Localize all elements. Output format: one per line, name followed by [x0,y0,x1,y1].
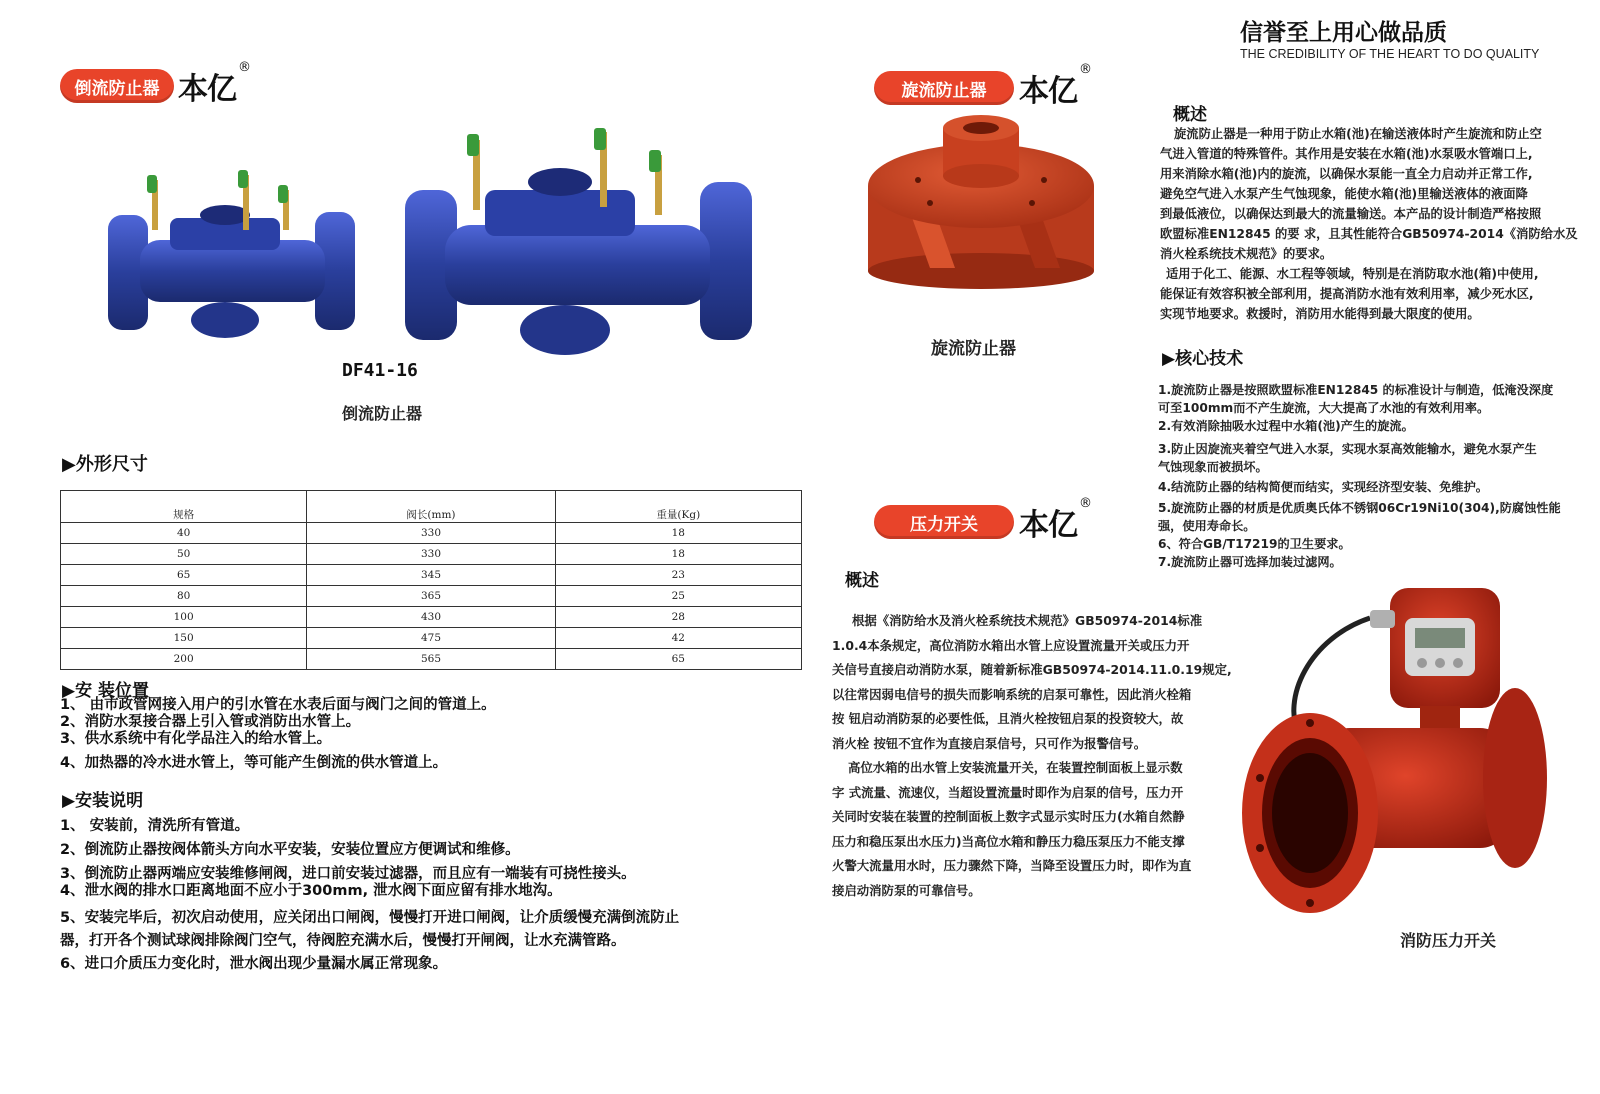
text-line: 到最低液位，以确保达到最大的流量输送。本产品的设计制造严格按照 [1160,207,1542,221]
list-item: 5.旋流防止器的材质是优质奥氏体不锈钢06Cr19Ni10(304),防腐蚀性能 [1158,501,1561,515]
list-item: 5、安装完毕后，初次启动使用，应关闭出口闸阀，慢慢打开进口闸阀，让介质缓慢充满倒流防止 [60,910,680,926]
cell: 65 [61,565,307,586]
text-line: 消火栓 按钮不宜作为直接启泵信号，只可作为报警信号。 [832,735,1147,751]
cell: 80 [61,586,307,607]
cell: 23 [555,565,801,586]
table-header-row [61,491,802,523]
text-line: 用来消除水箱(池)内的旋流，以确保水泵能一直全力启动并正常工作, [1160,167,1533,181]
text-line: 气进入管道的特殊管件。其作用是安装在水箱(池)水泵吸水管端口上, [1160,147,1533,161]
install-notes-heading: ▶安装说明 [62,791,144,811]
list-item: 3、供水系统中有化学品注入的给水管上。 [60,731,332,747]
cell: 50 [61,544,307,565]
list-item: 1、 安装前，清洗所有管道。 [60,818,250,834]
registered-mark: ® [238,60,250,75]
table-row [61,523,802,544]
list-item: 1.旋流防止器是按照欧盟标准EN12845 的标准设计与制造，低淹没深度 [1158,383,1554,397]
table-row [61,565,802,586]
text-line: 避免空气进入水泵产生气蚀现象，能使水箱(池)里输送液体的液面降 [1160,187,1528,201]
cell: 18 [555,544,801,565]
cell: 565 [307,649,555,670]
pressure-switch-pill: 压力开关 [874,505,1014,539]
list-item: 3、倒流防止器两端应安装维修闸阀，进口前安装过滤器，而且应有一端装有可挠性接头。 [60,866,636,882]
brand-name: 本亿 [178,72,236,107]
list-item: 气蚀现象而被损坏。 [1158,460,1268,474]
cell: 330 [307,523,555,544]
table-row [61,607,802,628]
text-line: 1.0.4本条规定，高位消防水箱出水管上应设置流量开关或压力开 [832,637,1190,653]
install-position-heading: ▶安 装位置 [62,681,149,701]
brand-logo-pressure [1019,496,1091,544]
col-length: 阀长(mm) [307,491,555,523]
brand-name: 本亿 [1019,74,1077,109]
text-line: 以往常因弱电信号的损失而影响系统的启泵可靠性，因此消火栓箱 [832,686,1192,702]
text-line: 关信号直接启动消防水泵，随着新标准GB50974-2014.11.0.19规定, [832,662,1232,677]
text-line: 能保证有效容积被全部利用，提高消防水池有效利用率，减少死水区, [1160,287,1534,301]
text-line: 适用于化工、能源、水工程等领域，特别是在消防取水池(箱)中使用, [1166,267,1539,281]
list-item: 1、 由市政管网接入用户的引水管在水表后面与阀门之间的管道上。 [60,697,496,713]
list-item: 2、倒流防止器按阀体箭头方向水平安装，安装位置应方便调试和维修。 [60,842,520,858]
brand-logo-vortex [1019,62,1091,110]
small-valve [108,170,355,338]
cell: 345 [307,565,555,586]
list-item: 2.有效消除抽吸水过程中水箱(池)产生的旋流。 [1158,419,1414,433]
cell: 100 [61,607,307,628]
cell: 200 [61,649,307,670]
backflow-valve-image [100,120,760,370]
model-number: DF41-16 [342,360,418,381]
pressure-overview-heading: 概述 [845,571,879,591]
install-position-list [60,697,496,772]
text-line: 欧盟标准EN12845 的要 求，且其性能符合GB50974-2014《消防给水及 [1160,227,1578,241]
col-weight: 重量(Kg) [555,491,801,523]
text-line: 实现节地要求。救援时，消防用水能得到最大限度的使用。 [1160,307,1480,321]
list-item: 4、泄水阀的排水口距离地面不应小于300mm, 泄水阀下面应留有排水地沟。 [60,883,562,899]
install-notes-list [60,818,679,973]
text-line: 按 钮启动消防泵的必要性低，且消火栓按钮启泵的投资较大，故 [832,711,1184,726]
list-item: 2、消防水泵接合器上引入管或消防出水管上。 [60,714,361,730]
list-item: 器，打开各个测试球阀排除阀门空气，待阀腔充满水后，慢慢打开闸阀，让水充满管路。 [60,933,626,949]
list-item: 3.防止因旋流夹着空气进入水泵，实现水泵高效能输水，避免水泵产生 [1158,442,1537,456]
text-line: 火警大流量用水时，压力骤然下降，当降至设置压力时，即作为直 [832,858,1192,873]
table-row [61,586,802,607]
cell: 150 [61,628,307,649]
text-line: 消火栓系统技术规范》的要求。 [1160,247,1333,261]
registered-mark: ® [1079,496,1091,511]
vortex-overview-text [1160,124,1578,324]
backflow-pill: 倒流防止器 [60,69,174,103]
backflow-caption: 倒流防止器 [342,404,423,423]
brand-logo-left [178,60,250,108]
cell: 40 [61,523,307,544]
vortex-overview-heading: 概述 [1173,105,1207,125]
list-item: 强，使用寿命长。 [1158,519,1256,533]
cell: 42 [555,628,801,649]
vortex-pill: 旋流防止器 [874,71,1014,105]
cell: 330 [307,544,555,565]
text-line: 字 式流量、流速仪，当超设置流量时即作为启泵的信号，压力开 [832,784,1184,800]
pressure-switch-caption: 消防压力开关 [1400,931,1497,950]
col-spec: 规格 [61,491,307,523]
cell: 28 [555,607,801,628]
core-tech-heading: ▶核心技术 [1162,349,1244,369]
cell: 430 [307,607,555,628]
brand-name: 本亿 [1019,508,1077,543]
core-tech-list [1158,381,1561,571]
text-line: 关同时安装在装置的控制面板上数字式显示实时压力(水箱自然静 [832,809,1185,824]
list-item: 可至100mm而不产生旋流，大大提高了水池的有效利用率。 [1158,401,1490,415]
large-valve [405,128,752,355]
registered-mark: ® [1079,62,1091,77]
pressure-overview-text [832,609,1232,903]
table-row [61,628,802,649]
pressure-switch-image [1240,578,1560,923]
list-item: 6、符合GB/T17219的卫生要求。 [1158,537,1351,551]
text-line: 旋流防止器是一种用于防止水箱(池)在输送液体时产生旋流和防止空 [1174,127,1542,141]
text-line: 高位水箱的出水管上安装流量开关，在装置控制面板上显示数 [848,760,1183,775]
dimension-table [60,490,802,670]
cell: 475 [307,628,555,649]
slogan-en: THE CREDIBILITY OF THE HEART TO DO QUALITY [1240,47,1540,61]
dims-heading: ▶外形尺寸 [62,454,148,475]
cell: 365 [307,586,555,607]
text-line: 根据《消防给水及消火栓系统技术规范》GB50974-2014标准 [852,613,1203,628]
text-line: 接启动消防泵的可靠信号。 [832,882,981,898]
list-item: 4.结流防止器的结构简便而结实，实现经济型安装、免维护。 [1158,480,1488,494]
cell: 18 [555,523,801,544]
table-row [61,649,802,670]
vortex-caption: 旋流防止器 [931,339,1016,359]
cell: 65 [555,649,801,670]
text-line: 压力和稳压泵出水压力)当高位水箱和静压力稳压泵压力不能支撑 [832,833,1185,849]
list-item: 4、加热器的冷水进水管上，等可能产生倒流的供水管道上。 [60,755,448,771]
list-item: 7.旋流防止器可选择加装过滤网。 [1158,555,1342,569]
cell: 25 [555,586,801,607]
slogan-cn: 信誉至上用心做品质 [1240,20,1447,46]
table-row [61,544,802,565]
list-item: 6、进口介质压力变化时，泄水阀出现少量漏水属正常现象。 [60,956,448,972]
vortex-preventer-image [860,108,1100,293]
